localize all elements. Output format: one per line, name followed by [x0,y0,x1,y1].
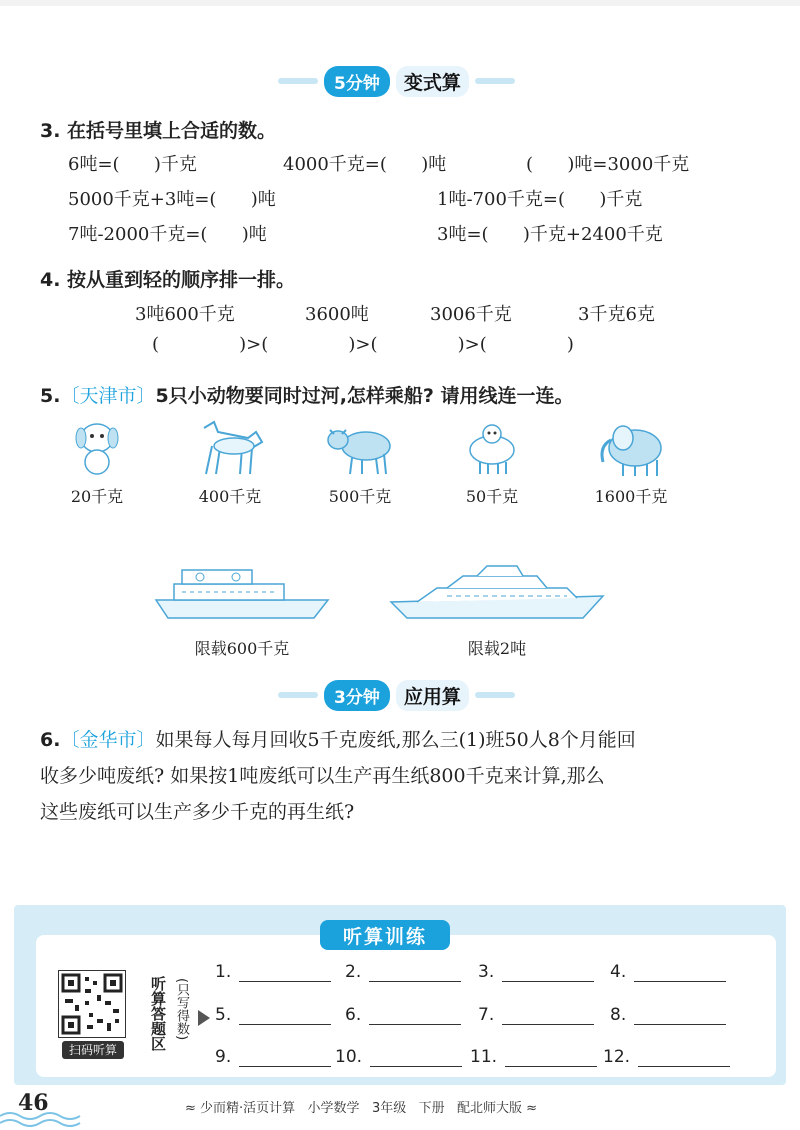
q3-item: 5000千克+3吨=( )吨 [68,189,276,210]
q6-number: 6. [40,729,61,751]
q3-item: 4000千克=( )吨 [283,154,447,175]
qr-scan-label: 扫码听算 [62,1041,124,1059]
answer-area-note: (只写得数) [174,978,189,1041]
puppy-icon [69,418,125,478]
boat-capacity: 限载600千克 [194,639,290,658]
answer-blank-8[interactable]: 8. [610,1005,726,1025]
decor-bar [475,78,515,84]
section-time-badge: 5分钟 [324,66,390,97]
q4-item: 3006千克 [430,304,512,325]
q6-line-1 [40,722,740,758]
q6-line-3: 这些废纸可以生产多少千克的再生纸? [40,801,355,823]
answer-blank-3[interactable]: 3. [478,962,594,982]
q6-text-1: 如果每人每月回收5千克废纸,那么三(1)班50人8个月能回 [155,729,636,751]
listening-title: 听算训练 [320,920,450,950]
animal-horse [185,418,275,507]
q4-item: 3千克6克 [578,304,655,325]
play-arrow-icon [198,1010,210,1026]
section-title: 变式算 [396,66,469,97]
animal-puppy [62,418,132,507]
answer-blank-5[interactable]: 5. [215,1005,331,1025]
animal-weight: 20千克 [70,487,124,506]
question-3-heading: 3. 在括号里填上合适的数。 [40,120,277,142]
section-header-application [270,680,523,710]
q3-item: 3吨=( )千克+2400千克 [437,224,663,245]
page-number: 46 [18,1090,49,1116]
answer-blank-4[interactable]: 4. [610,962,726,982]
top-border [0,0,800,6]
ox-icon [322,418,398,478]
qr-code[interactable] [58,970,126,1038]
decor-bar [475,692,515,698]
answer-blank-10[interactable]: 10. [335,1047,462,1067]
animal-sheep [457,418,527,507]
q4-item: 3600吨 [305,304,369,325]
horse-icon [190,418,270,478]
answer-area-label: 听算答题区 [149,976,167,1051]
question-5-heading [40,381,574,408]
q3-item: 7吨-2000千克=( )吨 [68,224,267,245]
boat-big [386,562,608,659]
q5-source-tag: 〔天津市〕 [60,385,156,407]
small-boat-icon [152,562,332,622]
q3-item: 6吨=( )千克 [68,154,197,175]
decor-bar [278,692,318,698]
animal-weight: 50千克 [465,487,519,506]
boat-capacity: 限载2吨 [467,639,527,658]
sheep-icon [462,418,522,478]
elephant-icon [589,418,673,478]
question-6 [40,722,740,830]
section-header-variant [270,66,523,96]
boat-small [152,562,332,659]
decor-bar [278,78,318,84]
q6-source-tag: 〔金华市〕 [60,729,156,751]
answer-blank-6[interactable]: 6. [345,1005,461,1025]
q5-text: 5只小动物要同时过河,怎样乘船? 请用线连一连。 [155,385,574,407]
section-title: 应用算 [396,680,469,711]
answer-blank-1[interactable]: 1. [215,962,331,982]
answer-blank-11[interactable]: 11. [470,1047,597,1067]
answer-blank-12[interactable]: 12. [603,1047,730,1067]
question-4-heading: 4. 按从重到轻的顺序排一排。 [40,269,296,291]
qr-code-icon [59,971,125,1037]
animal-elephant [586,418,676,507]
big-boat-icon [387,562,607,622]
q5-number: 5. [40,385,61,407]
section-time-badge: 3分钟 [324,680,390,711]
animal-weight: 1600千克 [594,487,668,506]
animal-weight: 500千克 [328,487,392,506]
wave-decoration-icon [0,1110,90,1130]
answer-blank-9[interactable]: 9. [215,1047,331,1067]
answer-blank-2[interactable]: 2. [345,962,461,982]
q3-item: ( )吨=3000千克 [526,154,690,175]
q3-item: 1吨-700千克=( )千克 [437,189,643,210]
footer-text: ≈ 少而精·活页计算 小学数学 3年级 下册 配北师大版 ≈ [185,1101,538,1116]
q4-item: 3吨600千克 [135,304,235,325]
animal-ox [318,418,402,507]
answer-blank-7[interactable]: 7. [478,1005,594,1025]
q4-compare-blanks: ( )>( )>( )>( ) [152,334,574,355]
q6-line-2: 收多少吨废纸? 如果按1吨废纸可以生产再生纸800千克来计算,那么 [40,765,605,787]
animal-weight: 400千克 [198,487,262,506]
